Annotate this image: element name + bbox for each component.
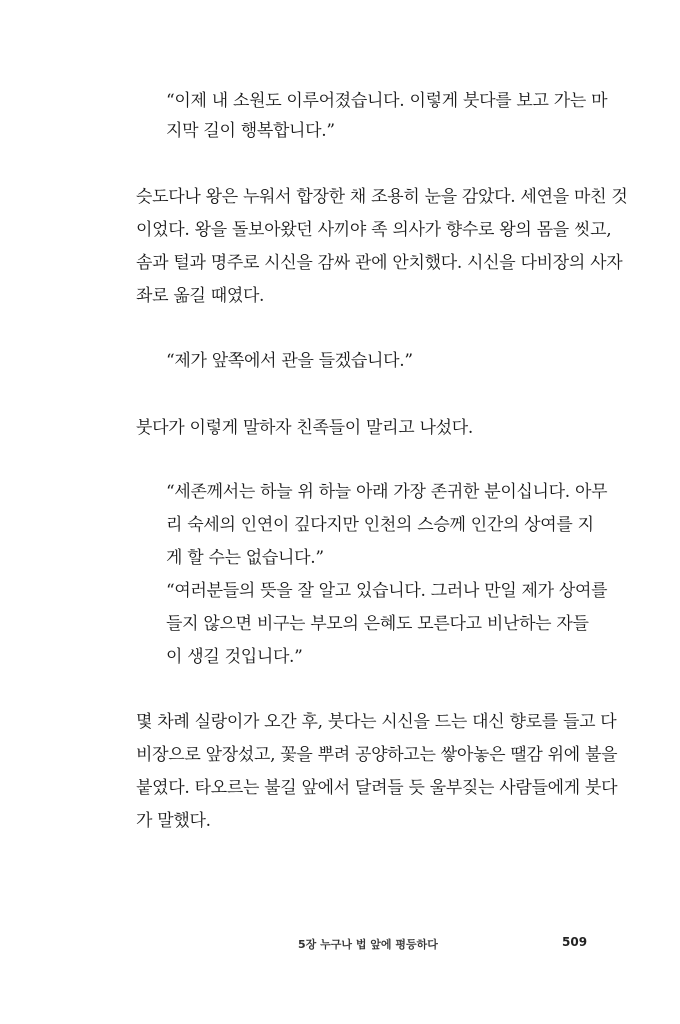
paragraph-line: 이었다. 왕을 돌보아왔던 사끼야 족 의사가 향수로 왕의 몸을 씻고, xyxy=(136,220,612,240)
quote-line: “제가 앞쪽에서 관을 들겠습니다.” xyxy=(166,351,413,371)
quote-line: 지막 길이 행복합니다.” xyxy=(166,121,335,141)
quote-line: 게 할 수는 없습니다.” xyxy=(166,548,324,568)
page-number: 509 xyxy=(562,935,588,949)
paragraph-line: 붓다가 이렇게 말하자 친족들이 말리고 나섰다. xyxy=(136,418,473,438)
paragraph-line: 솜과 털과 명주로 시신을 감싸 관에 안치했다. 시신을 다비장의 사자 xyxy=(136,253,623,273)
paragraph-line: 가 말했다. xyxy=(136,811,211,831)
quote-line: 리 숙세의 인연이 깊다지만 인천의 스승께 인간의 상여를 지 xyxy=(166,515,594,535)
paragraph-line: 좌로 옮길 때였다. xyxy=(136,286,265,306)
paragraph-line: 슷도다나 왕은 누워서 합장한 채 조용히 눈을 감았다. 세연을 마친 것 xyxy=(136,187,628,207)
quote-line: “이제 내 소원도 이루어졌습니다. 이렇게 붓다를 보고 가는 마 xyxy=(166,91,608,111)
quote-line: “세존께서는 하늘 위 하늘 아래 가장 존귀한 분이십니다. 아무 xyxy=(166,482,608,502)
quote-line: “여러분들의 뜻을 잘 알고 있습니다. 그러나 만일 제가 상여를 xyxy=(166,581,608,601)
paragraph-line: 붙였다. 타오르는 불길 앞에서 달려들 듯 울부짖는 사람들에게 붓다 xyxy=(136,778,618,798)
running-footer-chapter: 5장 누구나 법 앞에 평등하다 xyxy=(298,938,438,951)
quote-line: 들지 않으면 비구는 부모의 은혜도 모른다고 비난하는 자들 xyxy=(166,614,589,634)
paragraph-line: 몇 차례 실랑이가 오간 후, 붓다는 시신을 드는 대신 향로를 들고 다 xyxy=(136,712,617,732)
paragraph-line: 비장으로 앞장섰고, 꽃을 뿌려 공양하고는 쌓아놓은 땔감 위에 불을 xyxy=(136,745,618,765)
quote-line: 이 생길 것입니다.” xyxy=(166,647,303,667)
